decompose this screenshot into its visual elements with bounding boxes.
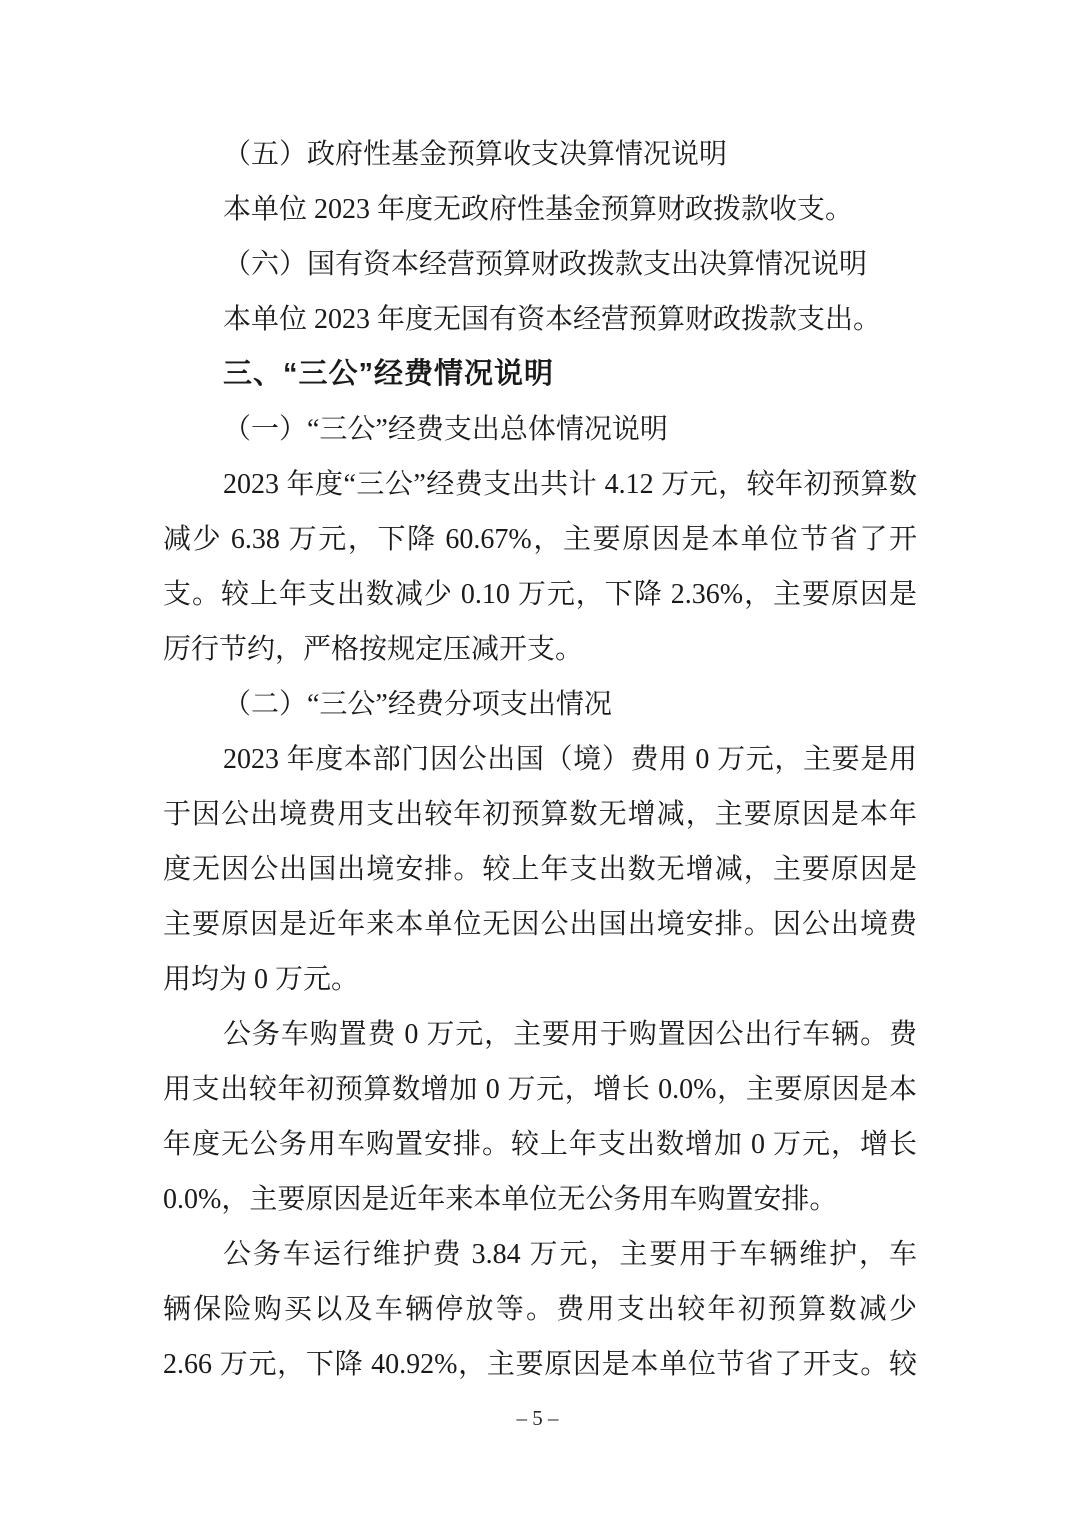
sub-heading — [163, 237, 917, 292]
text-line: 三、“三公”经费情况说明 — [223, 358, 555, 390]
sub-heading — [163, 127, 917, 182]
text-line: 减少 6.38 万元，下降 60.67%，主要原因是本单位节省了开 — [163, 524, 917, 555]
paragraph — [163, 1227, 917, 1392]
text-line: 支。较上年支出数减少 0.10 万元，下降 2.36%，主要原因是 — [163, 579, 917, 610]
document-body — [163, 127, 917, 1392]
text-line: 厉行节约，严格按规定压减开支。 — [163, 634, 584, 665]
text-line: （二）“三公”经费分项支出情况 — [223, 689, 612, 720]
paragraph — [163, 457, 917, 677]
text-line: 本单位 2023 年度无政府性基金预算财政拨款收支。 — [223, 194, 854, 225]
text-line: （一）“三公”经费支出总体情况说明 — [223, 414, 668, 445]
text-line: 本单位 2023 年度无国有资本经营预算财政拨款支出。 — [223, 304, 882, 335]
text-line: （六）国有资本经营预算财政拨款支出决算情况说明 — [223, 249, 868, 280]
paragraph — [163, 292, 917, 347]
text-line: 年度无公务用车购置安排。较上年支出数增加 0 万元，增长 — [163, 1129, 917, 1160]
paragraph — [163, 1007, 917, 1227]
text-line: 公务车购置费 0 万元，主要用于购置因公出行车辆。费 — [223, 1019, 917, 1050]
text-line: 用均为 0 万元。 — [163, 964, 360, 995]
text-line: 0.0%，主要原因是近年来本单位无公务用车购置安排。 — [163, 1184, 838, 1215]
page-number: – 5 – — [516, 1406, 559, 1430]
text-line: （五）政府性基金预算收支决算情况说明 — [223, 139, 728, 170]
text-line: 2023 年度本部门因公出国（境）费用 0 万元，主要是用 — [223, 744, 917, 775]
text-line: 2.66 万元，下降 40.92%，主要原因是本单位节省了开支。较 — [163, 1349, 917, 1380]
text-line: 于因公出境费用支出较年初预算数无增减，主要原因是本年 — [163, 799, 917, 830]
text-line: 2023 年度“三公”经费支出共计 4.12 万元，较年初预算数 — [223, 469, 917, 500]
sub-heading — [163, 402, 917, 457]
text-line: 公务车运行维护费 3.84 万元，主要用于车辆维护，车 — [223, 1239, 917, 1270]
paragraph — [163, 182, 917, 237]
text-line: 用支出较年初预算数增加 0 万元，增长 0.0%，主要原因是本 — [163, 1074, 917, 1105]
text-line: 主要原因是近年来本单位无因公出国出境安排。因公出境费 — [163, 909, 917, 940]
paragraph — [163, 732, 917, 1007]
sub-heading — [163, 677, 917, 732]
text-line: 辆保险购买以及车辆停放等。费用支出较年初预算数减少 — [163, 1294, 917, 1325]
text-line: 度无因公出国出境安排。较上年支出数无增减，主要原因是 — [163, 854, 917, 885]
section-heading — [163, 347, 917, 402]
